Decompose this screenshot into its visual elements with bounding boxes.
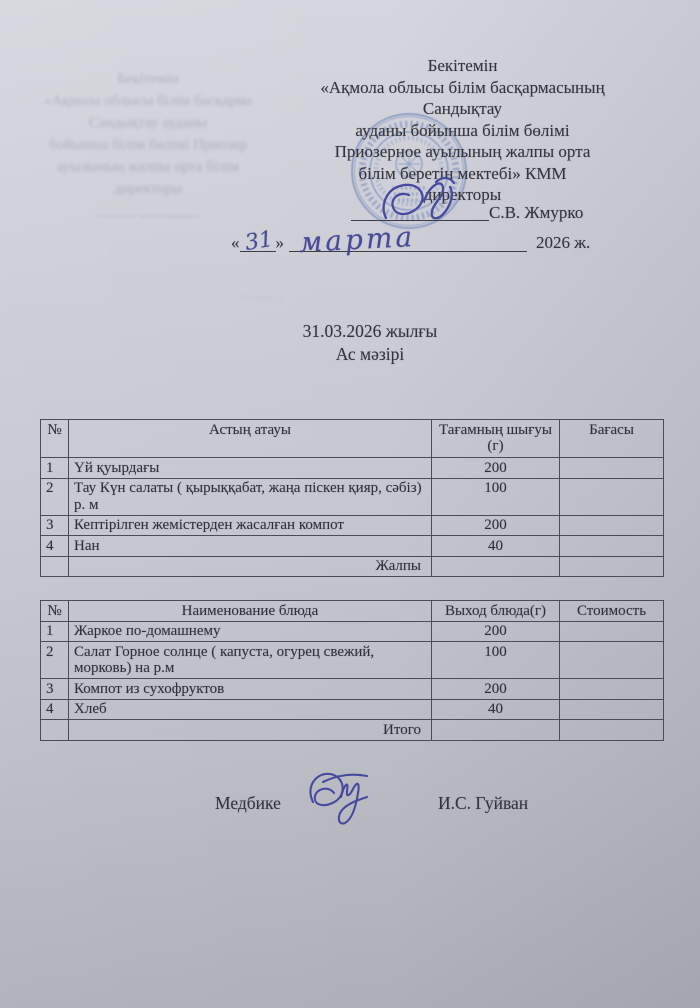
- nurse-signature-ink: [301, 766, 383, 835]
- menu-table-russian: [40, 600, 664, 741]
- approval-line: Приозерное ауылының жалпы орта: [334, 142, 591, 161]
- table-cell: [560, 556, 664, 577]
- approval-line: Бекітемін: [427, 56, 498, 75]
- total-label: Жалпы: [69, 556, 432, 577]
- table-cell: 40: [432, 536, 560, 557]
- table-cell: 200: [432, 679, 560, 700]
- table-cell: Кептірілген жемістерден жасалған компот: [69, 515, 432, 536]
- bleedthrough-text: [8, 68, 288, 222]
- table-cell: [560, 536, 664, 557]
- bleedthrough-smudge: ~ ~~~ ~: [240, 292, 285, 307]
- table-cell: [560, 515, 664, 536]
- table-cell: 2: [41, 642, 69, 679]
- title-line-date: 31.03.2026 жылғы: [302, 321, 438, 341]
- handwritten-month: марта: [298, 219, 416, 260]
- table-row: [41, 536, 664, 557]
- table-cell: 100: [432, 478, 560, 515]
- approval-line: «Ақмола облысы білім басқармасының: [320, 77, 605, 97]
- table-cell: 200: [432, 458, 560, 479]
- document-title: [170, 320, 570, 366]
- year-suffix: 2026 ж.: [536, 233, 591, 252]
- director-signature-ink: [378, 172, 488, 239]
- table-total-row: [41, 720, 664, 741]
- close-quote: »: [275, 233, 284, 252]
- bleedthrough-line: бойынша білім бөлімі Приозер: [48, 137, 248, 153]
- table-header-cell: Выход блюда(г): [432, 601, 560, 622]
- bleedthrough-line: «Ақмола облысы білім басқарма: [43, 93, 253, 109]
- table-row: [41, 699, 664, 720]
- table-header-cell: №: [41, 420, 69, 458]
- table-row: [41, 642, 664, 679]
- table-cell: [560, 621, 664, 642]
- approval-line: Сандықтау: [422, 99, 503, 118]
- approval-line: директоры: [423, 185, 502, 204]
- table-cell: Компот из сухофруктов: [69, 679, 432, 700]
- table-cell: 200: [432, 621, 560, 642]
- table-cell: [560, 458, 664, 479]
- table-cell: Нан: [69, 536, 432, 557]
- open-quote: «: [231, 233, 240, 252]
- table-header-cell: Бағасы: [560, 420, 664, 458]
- bleedthrough-line: директоры: [113, 181, 183, 197]
- table-cell: [41, 556, 69, 577]
- table-cell: [560, 642, 664, 679]
- table-cell: 2: [41, 478, 69, 515]
- table-cell: [41, 720, 69, 741]
- table-header-cell: Тағамның шығуы (г): [432, 420, 560, 458]
- table-cell: 4: [41, 699, 69, 720]
- menu-table-kazakh: [40, 419, 664, 577]
- table-cell: 4: [41, 536, 69, 557]
- approval-line: білім беретін мектебі» КММ: [358, 163, 567, 183]
- table-cell: 40: [432, 699, 560, 720]
- approval-line: ауданы бойынша білім бөлімі: [355, 120, 570, 140]
- table-cell: [432, 556, 560, 577]
- director-name: С.В. Жмурко: [489, 203, 584, 222]
- table-header-cell: №: [41, 601, 69, 622]
- table-cell: Салат Горное солнце ( капуста, огурец свежий, морковь) на р.м: [69, 642, 432, 679]
- table-cell: 1: [41, 458, 69, 479]
- table-cell: [560, 679, 664, 700]
- table-header-cell: Наименование блюда: [69, 601, 432, 622]
- total-label: Итого: [69, 720, 432, 741]
- table-total-row: [41, 556, 664, 577]
- table-row: [41, 458, 664, 479]
- table-cell: 3: [41, 679, 69, 700]
- table-cell: Тау Күн салаты ( қырыққабат, жаңа піскен қияр, сәбіз) р. м: [69, 478, 432, 515]
- table-header-cell: Стоимость: [560, 601, 664, 622]
- table-row: [41, 621, 664, 642]
- table-cell: [560, 720, 664, 741]
- day-slot: [240, 226, 276, 257]
- bleedthrough-line: Бекітемін: [117, 71, 179, 87]
- table-cell: Үй қуырдағы: [69, 458, 432, 479]
- bleedthrough-line: Сандықтау ауданы: [88, 115, 208, 131]
- table-cell: Хлеб: [69, 699, 432, 720]
- table-cell: 3: [41, 515, 69, 536]
- table-cell: 200: [432, 515, 560, 536]
- table-header-cell: Астың атауы: [69, 420, 432, 458]
- table-cell: [560, 478, 664, 515]
- bleedthrough-line: _____ ________: [97, 203, 199, 219]
- table-row: [41, 478, 664, 515]
- table-row: [41, 679, 664, 700]
- table-cell: [560, 699, 664, 720]
- table-row: [41, 515, 664, 536]
- table-cell: 1: [41, 621, 69, 642]
- table-cell: Жаркое по-домашнему: [69, 621, 432, 642]
- bleedthrough-line: ауылының жалпы орта білім: [56, 159, 240, 175]
- nurse-name: И.С. Гуйван: [438, 793, 529, 813]
- table-cell: 100: [432, 642, 560, 679]
- title-line-menu: Ас мәзірі: [335, 344, 405, 364]
- nurse-role-label: Медбике: [215, 793, 281, 813]
- table-cell: [432, 720, 560, 741]
- handwritten-day: 31: [242, 226, 275, 257]
